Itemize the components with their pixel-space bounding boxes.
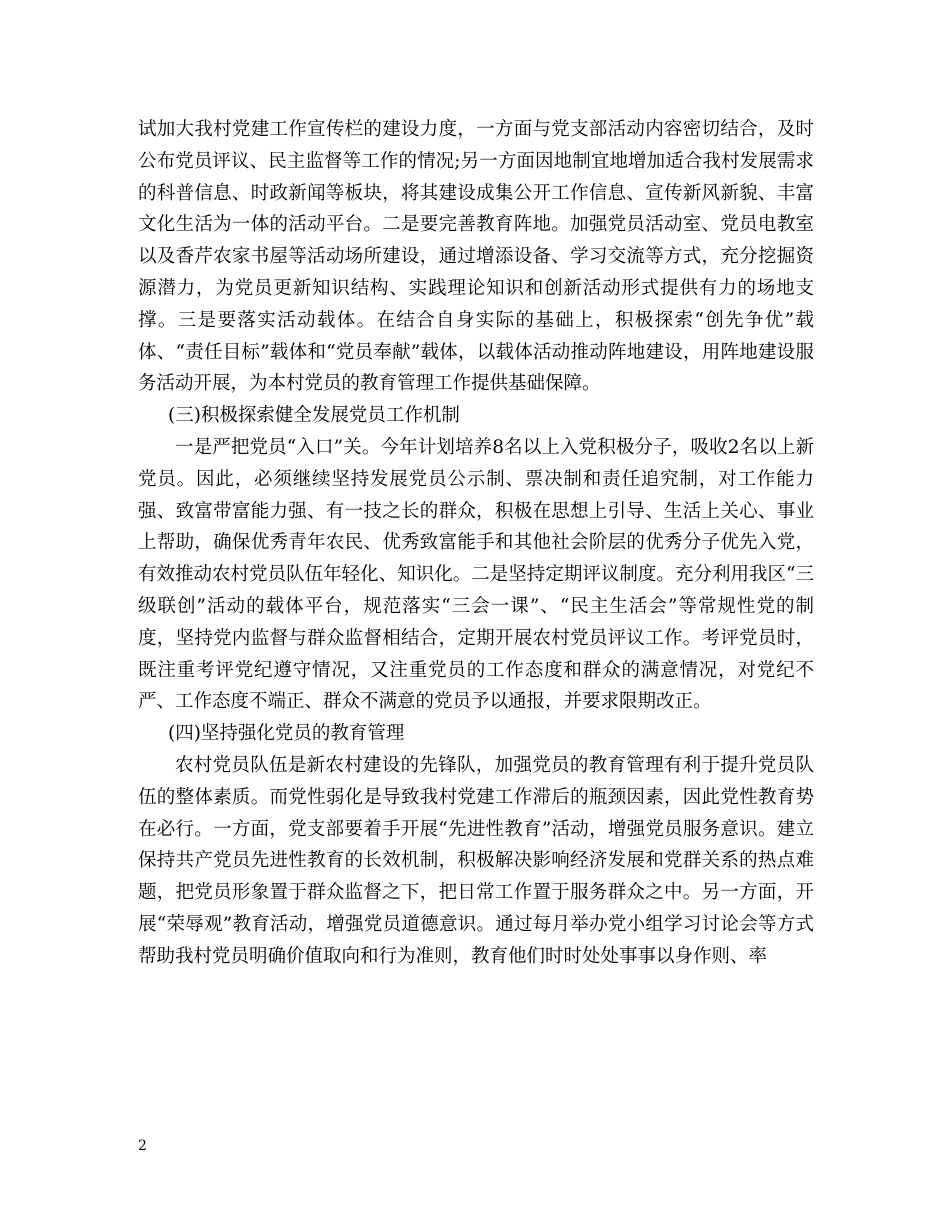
section-heading-3: (三)积极探索健全发展党员工作机制 xyxy=(168,405,460,427)
paragraph-continuation: 试加大我村党建工作宣传栏的建设力度，一方面与党支部活动内容密切结合，及时公布党员评议、民主监督等工作的情况;另一方面因地制宜地增加适合我村发展需求的科普信息、时政新闻等板块，将其建设成集公开工作信息、宣传新风新貌、丰富文化生活为一体的活动平台。二是要完善教育阵地。加强党员活动室、党员电教室以及香芹农家书屋等活动场所建设，通过增添设备、学习交流等方式，充分挖掘资源潜力，为党员更新知识结构、实践理论知识和创新活动形式提供有力的场地支撑。三是要落实活动载体。在结合自身实际的基础上，积极探索“创先争优”载体、“责任目标”载体和“党员奉献”载体，以载体活动推动阵地建设，用阵地建设服务活动开展，为本村党员的教育管理工作提供基础保障。 xyxy=(138,119,814,395)
page-number: 2 xyxy=(138,1138,147,1154)
section-heading-4: (四)坚持强化党员的教育管理 xyxy=(168,723,405,745)
paragraph-party-member-development: 一是严把党员“入口”关。今年计划培养8名以上入党积极分子，吸收2名以上新党员。因此，必须继续坚持发展党员公示制、票决制和责任追究制，对工作能力强、致富带富能力强、有一技之长的群众，积极在思想上引导、生活上关心、事业上帮助，确保优秀青年农民、优秀致富能手和其他社会阶层的优秀分子优先入党，有效推动农村党员队伍年轻化、知识化。二是坚持定期评议制度。充分利用我区“三级联创”活动的载体平台，规范落实“三会一课”、“民主生活会”等常规性党的制度，坚持党内监督与群众监督相结合，定期开展农村党员评议工作。考评党员时，既注重考评党纪遵守情况，又注重党员的工作态度和群众的满意情况，对党纪不严、工作态度不端正、群众不满意的党员予以通报，并要求限期改正。 xyxy=(138,436,814,713)
document-body xyxy=(138,114,814,973)
paragraph-education-management: 农村党员队伍是新农村建设的先锋队，加强党员的教育管理有利于提升党员队伍的整体素质。而党性弱化是导致我村党建工作滞后的瓶颈因素，因此党性教育势在必行。一方面，党支部要着手开展“先进性教育”活动，增强党员服务意识。建立保持共产党员先进性教育的长效机制，积极解决影响经济发展和党群关系的热点难题，把党员形象置于群众监督之下，把日常工作置于服务群众之中。另一方面，开展“荣辱观”教育活动，增强党员道德意识。通过每月举办党小组学习讨论会等方式帮助我村党员明确价值取向和行为准则，教育他们时时处处事事以身作则、率 xyxy=(138,754,814,967)
